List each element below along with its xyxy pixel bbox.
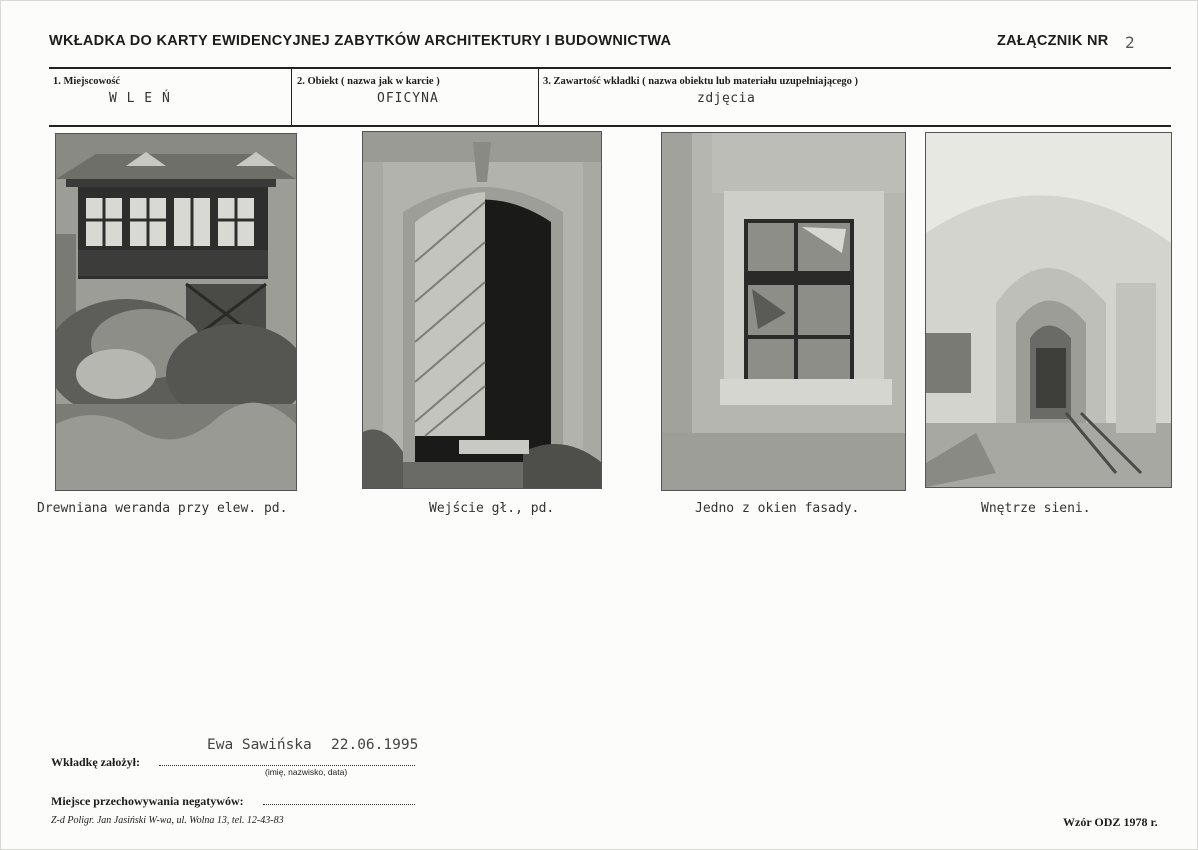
photo-veranda bbox=[55, 133, 297, 491]
object-value: OFICYNA bbox=[377, 91, 439, 106]
contents-value: zdjęcia bbox=[697, 91, 756, 106]
photo-caption: Wejście gł., pd. bbox=[429, 501, 555, 516]
sheet-title: WKŁADKA DO KARTY EWIDENCYJNEJ ZABYTKÓW ARCHITEKTURY I BUDOWNICTWA bbox=[49, 33, 672, 49]
field-divider bbox=[538, 69, 539, 125]
form-pattern: Wzór ODZ 1978 r. bbox=[1063, 815, 1158, 829]
photo-entrance bbox=[362, 131, 602, 489]
negatives-line bbox=[263, 803, 415, 805]
photo-caption: Wnętrze sieni. bbox=[981, 501, 1091, 516]
annex-number: 2 bbox=[1125, 33, 1135, 52]
photo-interior bbox=[925, 132, 1172, 488]
header-rule-top bbox=[49, 67, 1171, 69]
photo-caption: Jedno z okien fasady. bbox=[695, 501, 860, 516]
locality-value: W L E Ń bbox=[109, 91, 171, 106]
field-divider bbox=[291, 69, 292, 125]
annex-label: ZAŁĄCZNIK NR bbox=[997, 33, 1109, 49]
founded-note: (imię, nazwisko, data) bbox=[265, 767, 348, 777]
entry-date: 22.06.1995 bbox=[331, 737, 419, 753]
negatives-label: Miejsce przechowywania negatywów: bbox=[51, 794, 244, 808]
founded-line bbox=[159, 764, 415, 766]
photo-window bbox=[661, 132, 906, 491]
author-signature: Ewa Sawińska bbox=[207, 737, 312, 753]
printer-imprint: Z-d Poligr. Jan Jasiński W-wa, ul. Wolna 13, tel. 12-43-83 bbox=[51, 815, 284, 826]
header-rule-bottom bbox=[49, 125, 1171, 127]
photo-caption: Drewniana weranda przy elew. pd. bbox=[37, 501, 288, 516]
object-label: 2. Obiekt ( nazwa jak w karcie ) bbox=[297, 76, 440, 87]
founded-label: Wkładkę założył: bbox=[51, 755, 140, 769]
contents-label: 3. Zawartość wkładki ( nazwa obiektu lub materiału uzupełniającego ) bbox=[543, 76, 859, 87]
locality-label: 1. Miejscowość bbox=[53, 76, 121, 87]
